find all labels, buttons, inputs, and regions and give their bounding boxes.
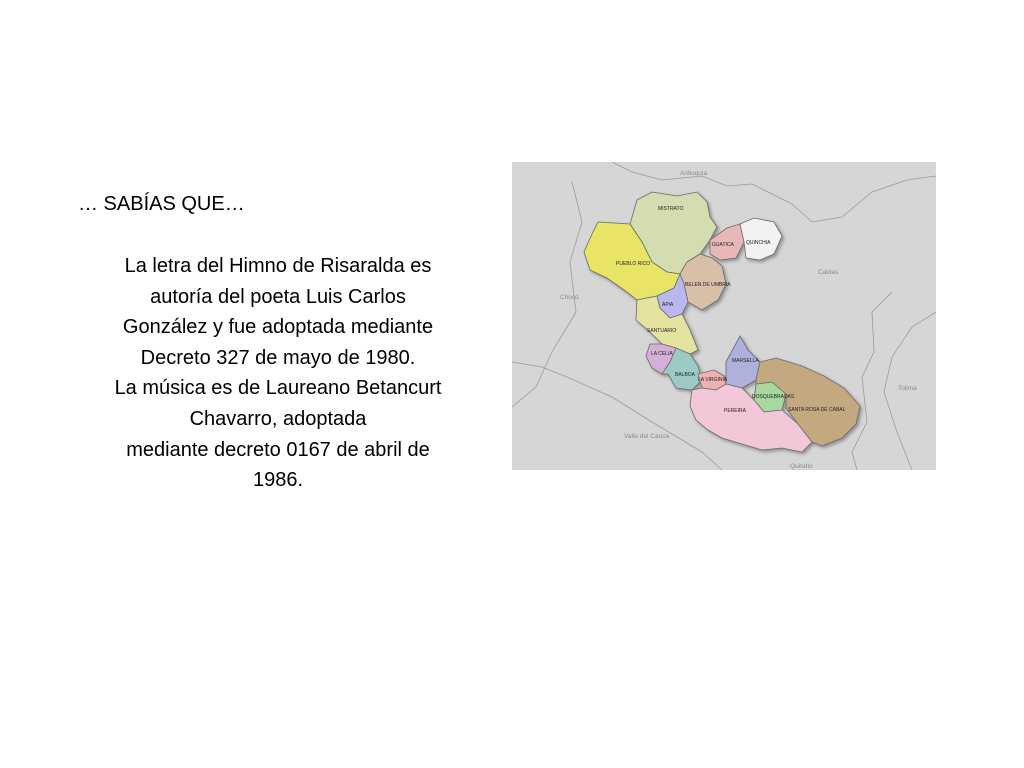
label-pereira: PEREIRA bbox=[724, 408, 746, 414]
label-quinchia: QUINCHIA bbox=[746, 240, 771, 246]
label-tolima: Tolima bbox=[898, 385, 917, 392]
label-choco: Chocó bbox=[560, 294, 579, 301]
label-marsella: MARSELLA bbox=[732, 358, 759, 364]
region-quinchia bbox=[740, 218, 782, 260]
label-quindio: Quindío bbox=[790, 463, 813, 470]
map-svg bbox=[512, 162, 936, 470]
paragraph-line: Decreto 327 de mayo de 1980. bbox=[140, 346, 416, 369]
paragraph-line: La música es de Laureano Betancurt bbox=[114, 377, 442, 400]
label-santuario: SANTUARIO bbox=[647, 328, 677, 334]
label-la-celia: LA CELIA bbox=[651, 351, 673, 357]
label-valle: Valle del Cauca bbox=[624, 433, 670, 440]
label-apia: APIA bbox=[662, 302, 674, 308]
paragraph-line: González y fue adoptada mediante bbox=[122, 316, 434, 339]
risaralda-map bbox=[512, 162, 936, 470]
label-guatica: GUATICA bbox=[712, 242, 734, 248]
label-mistrato: MISTRATO bbox=[658, 206, 684, 212]
label-antioquia: Antioquia bbox=[680, 170, 708, 177]
label-belen: BELEN DE UMBRIA bbox=[685, 282, 731, 288]
slide-paragraph bbox=[82, 251, 474, 496]
slide-heading: … SABÍAS QUE… bbox=[78, 193, 245, 215]
paragraph-line: Chavarro, adoptada bbox=[189, 407, 367, 430]
label-santa-rosa: SANTA ROSA DE CABAL bbox=[788, 407, 846, 413]
label-caldas: Caldas bbox=[818, 269, 839, 276]
paragraph-line: 1986. bbox=[252, 469, 304, 492]
paragraph-line: autoría del poeta Luis Carlos bbox=[150, 285, 406, 308]
municipality-shapes bbox=[584, 192, 860, 452]
label-la-virginia: LA VIRGINIA bbox=[698, 377, 728, 383]
label-pueblo-rico: PUEBLO RICO bbox=[616, 261, 651, 267]
paragraph-line: mediante decreto 0167 de abril de bbox=[126, 438, 430, 461]
label-balboa: BALBOA bbox=[675, 372, 696, 378]
paragraph-line: La letra del Himno de Risaralda es bbox=[124, 255, 432, 277]
label-dosquebradas: DOSQUEBRADAS bbox=[752, 394, 795, 400]
